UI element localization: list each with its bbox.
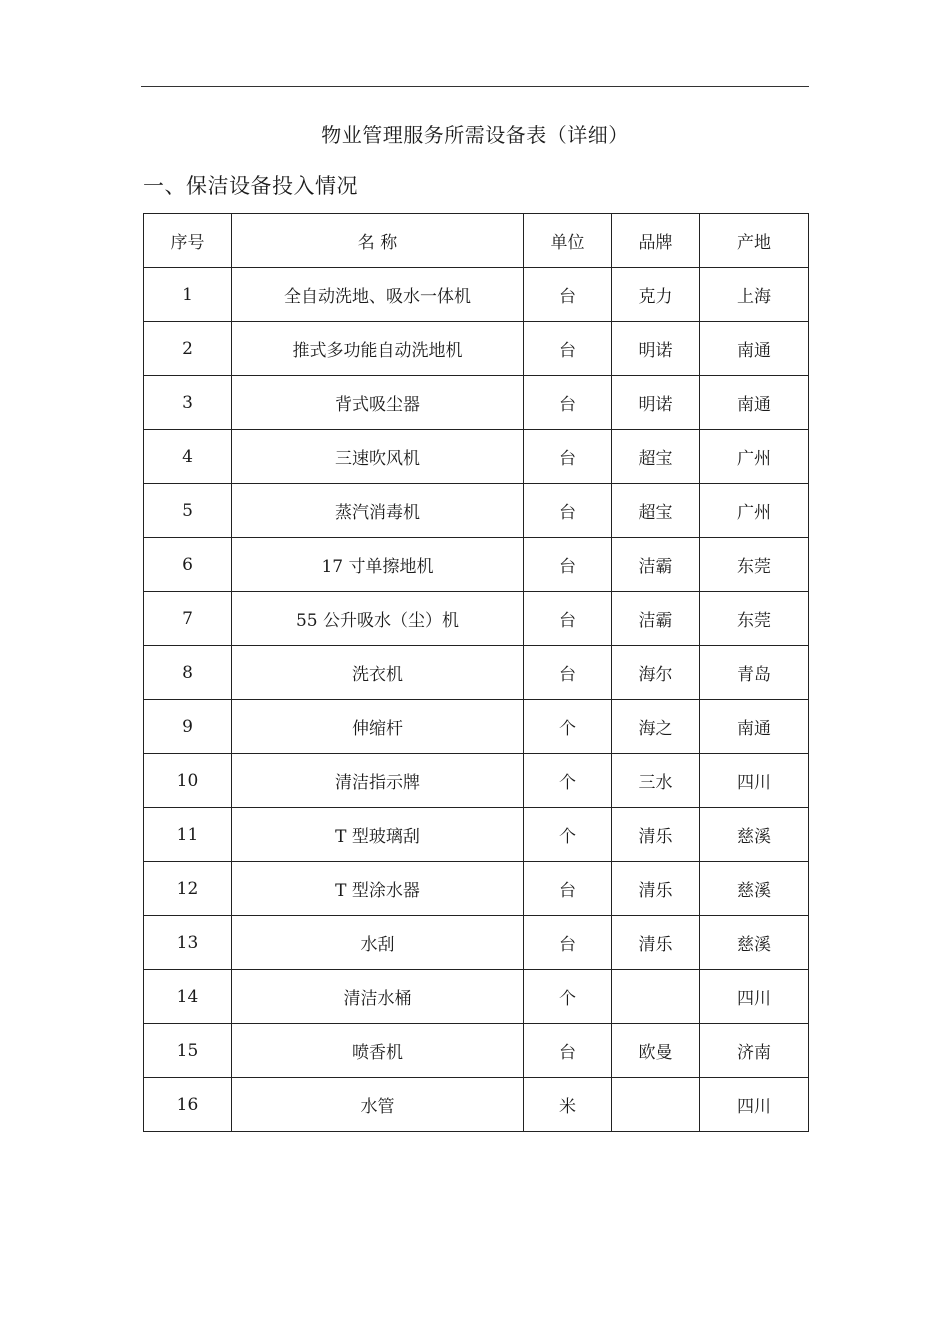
cell-unit: 台 (524, 430, 612, 484)
cell-origin: 慈溪 (700, 862, 809, 916)
header-name: 名 称 (232, 214, 524, 268)
cell-brand: 超宝 (612, 430, 700, 484)
cell-brand: 海尔 (612, 646, 700, 700)
table-row (144, 970, 809, 1024)
cell-unit: 台 (524, 646, 612, 700)
cell-brand: 欧曼 (612, 1024, 700, 1078)
cell-name: 背式吸尘器 (232, 376, 524, 430)
cell-brand: 明诺 (612, 376, 700, 430)
cell-origin: 青岛 (700, 646, 809, 700)
cell-no: 6 (144, 538, 232, 592)
cell-name: 清洁水桶 (232, 970, 524, 1024)
cell-no: 3 (144, 376, 232, 430)
table-row (144, 430, 809, 484)
table-row (144, 1024, 809, 1078)
section-heading: 一、保洁设备投入情况 (143, 174, 358, 198)
cell-unit: 米 (524, 1078, 612, 1132)
cell-brand (612, 970, 700, 1024)
cell-unit: 台 (524, 268, 612, 322)
cell-no: 12 (144, 862, 232, 916)
cell-no: 7 (144, 592, 232, 646)
cell-brand: 洁霸 (612, 538, 700, 592)
header-unit: 单位 (524, 214, 612, 268)
cell-name: 喷香机 (232, 1024, 524, 1078)
cell-unit: 个 (524, 970, 612, 1024)
table-row (144, 592, 809, 646)
cell-brand: 三水 (612, 754, 700, 808)
cell-origin: 南通 (700, 322, 809, 376)
cell-origin: 四川 (700, 970, 809, 1024)
cell-no: 13 (144, 916, 232, 970)
cell-unit: 个 (524, 754, 612, 808)
cell-name: 推式多功能自动洗地机 (232, 322, 524, 376)
cell-unit: 台 (524, 484, 612, 538)
table-row (144, 538, 809, 592)
cell-name: 55 公升吸水（尘）机 (232, 592, 524, 646)
cell-unit: 台 (524, 916, 612, 970)
cell-name: 蒸汽消毒机 (232, 484, 524, 538)
table-row (144, 646, 809, 700)
cell-brand: 克力 (612, 268, 700, 322)
cell-origin: 济南 (700, 1024, 809, 1078)
cell-no: 15 (144, 1024, 232, 1078)
cell-origin: 东莞 (700, 592, 809, 646)
cell-origin: 慈溪 (700, 808, 809, 862)
cell-origin: 东莞 (700, 538, 809, 592)
cell-brand: 清乐 (612, 916, 700, 970)
cell-unit: 个 (524, 808, 612, 862)
cell-unit: 个 (524, 700, 612, 754)
cell-no: 1 (144, 268, 232, 322)
cell-name: 洗衣机 (232, 646, 524, 700)
table-row (144, 808, 809, 862)
cell-name: 三速吹风机 (232, 430, 524, 484)
cell-name: 水管 (232, 1078, 524, 1132)
cell-name: 清洁指示牌 (232, 754, 524, 808)
cell-name: 17 寸单擦地机 (232, 538, 524, 592)
cell-origin: 四川 (700, 1078, 809, 1132)
cell-origin: 慈溪 (700, 916, 809, 970)
cell-name: 全自动洗地、吸水一体机 (232, 268, 524, 322)
cell-brand: 海之 (612, 700, 700, 754)
cell-brand: 洁霸 (612, 592, 700, 646)
cell-name: 伸缩杆 (232, 700, 524, 754)
cell-unit: 台 (524, 1024, 612, 1078)
cell-name: T 型玻璃刮 (232, 808, 524, 862)
cell-brand (612, 1078, 700, 1132)
cell-origin: 广州 (700, 484, 809, 538)
cell-no: 11 (144, 808, 232, 862)
cell-unit: 台 (524, 322, 612, 376)
header-brand: 品牌 (612, 214, 700, 268)
cell-no: 10 (144, 754, 232, 808)
table-header-row (144, 214, 809, 268)
cell-no: 14 (144, 970, 232, 1024)
cell-origin: 四川 (700, 754, 809, 808)
header-rule (141, 86, 809, 87)
cell-brand: 清乐 (612, 862, 700, 916)
header-no: 序号 (144, 214, 232, 268)
document-title: 物业管理服务所需设备表（详细） (321, 123, 629, 147)
table-row (144, 862, 809, 916)
table-row (144, 322, 809, 376)
header-origin: 产地 (700, 214, 809, 268)
cell-brand: 明诺 (612, 322, 700, 376)
table-row (144, 376, 809, 430)
cell-origin: 广州 (700, 430, 809, 484)
cell-brand: 清乐 (612, 808, 700, 862)
cell-origin: 南通 (700, 376, 809, 430)
table-row (144, 754, 809, 808)
table-row (144, 1078, 809, 1132)
cell-unit: 台 (524, 538, 612, 592)
cell-brand: 超宝 (612, 484, 700, 538)
cell-no: 16 (144, 1078, 232, 1132)
table-row (144, 916, 809, 970)
cell-name: 水刮 (232, 916, 524, 970)
equipment-table (143, 213, 809, 1132)
cell-unit: 台 (524, 592, 612, 646)
cell-no: 5 (144, 484, 232, 538)
cell-no: 2 (144, 322, 232, 376)
cell-no: 8 (144, 646, 232, 700)
table-row (144, 484, 809, 538)
table-row (144, 268, 809, 322)
cell-no: 9 (144, 700, 232, 754)
cell-origin: 南通 (700, 700, 809, 754)
cell-no: 4 (144, 430, 232, 484)
cell-unit: 台 (524, 376, 612, 430)
cell-origin: 上海 (700, 268, 809, 322)
cell-unit: 台 (524, 862, 612, 916)
table-row (144, 700, 809, 754)
cell-name: T 型涂水器 (232, 862, 524, 916)
